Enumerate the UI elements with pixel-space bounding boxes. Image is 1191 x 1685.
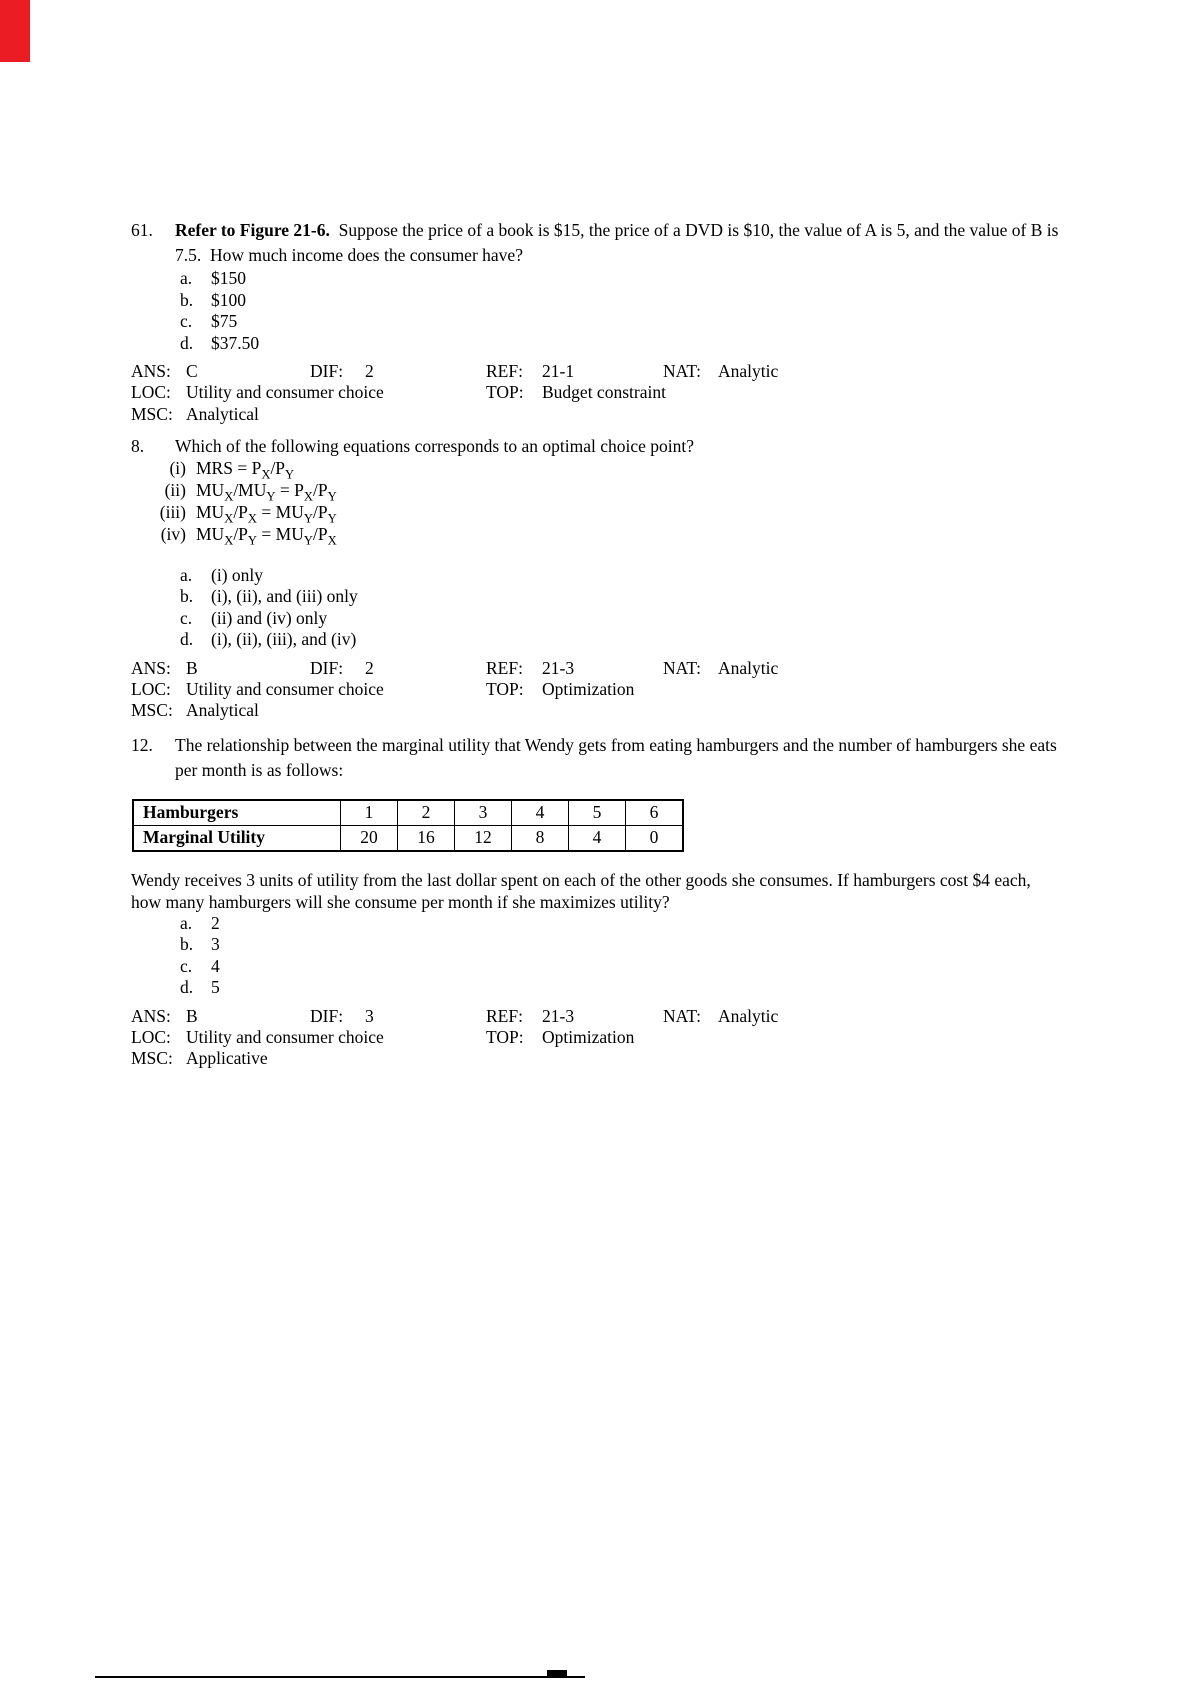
ans-value: C [186, 361, 198, 381]
value-cell: 1 [341, 800, 398, 826]
answer-meta-block [131, 1006, 1063, 1070]
top-value: Optimization [542, 1027, 635, 1048]
choice-letter: d. [180, 332, 194, 353]
value-cell: 16 [398, 825, 455, 851]
page-bottom-mark [547, 1670, 567, 1678]
nat-label: NAT: [663, 1005, 702, 1026]
choice-letter: c. [180, 955, 193, 976]
question-number: 61. [131, 220, 153, 240]
ans-label: ANS: [131, 361, 171, 381]
top-value: Optimization [542, 679, 635, 700]
choice-text: (i) only [211, 564, 264, 585]
choice-text: $75 [211, 311, 238, 331]
choice-text: 4 [211, 955, 220, 976]
ref-value: 21-3 [542, 657, 575, 678]
dif-value: 3 [365, 1005, 374, 1026]
answer-meta-line [131, 1006, 1063, 1027]
equation-item [131, 479, 1063, 504]
choice-letter: c. [180, 311, 193, 331]
blank-line [131, 545, 1063, 565]
question-8-stem [131, 436, 1063, 457]
table-row-hamburgers [133, 800, 683, 826]
answer-meta-line [131, 679, 1063, 700]
choice-list [131, 565, 1063, 651]
ref-label: REF: [486, 1005, 523, 1026]
choice-row [131, 586, 1063, 608]
choice-row [131, 290, 1063, 312]
choice-row [131, 977, 1063, 999]
choice-letter: d. [180, 629, 194, 650]
dif-label: DIF: [310, 1005, 344, 1026]
equation-item [131, 501, 1063, 526]
value-cell: 12 [455, 825, 512, 851]
loc-label: LOC: [131, 679, 171, 700]
nat-value: Analytic [718, 657, 779, 678]
msc-value: Analytical [186, 403, 259, 424]
value-cell: 8 [512, 825, 569, 851]
nat-value: Analytic [718, 361, 779, 381]
choice-text: $150 [211, 268, 246, 288]
top-label: TOP: [486, 679, 524, 700]
value-cell: 20 [341, 825, 398, 851]
nat-value: Analytic [718, 1005, 779, 1026]
ref-label: REF: [486, 657, 523, 678]
choice-letter: d. [180, 977, 194, 998]
choice-row [131, 629, 1063, 651]
ref-value: 21-3 [542, 1005, 575, 1026]
table-row-marginal-utility [133, 825, 683, 851]
answer-meta-line [131, 1048, 1063, 1069]
choice-text: 5 [211, 977, 220, 998]
msc-label: MSC: [131, 700, 173, 721]
msc-value: Analytical [186, 700, 259, 721]
ans-label: ANS: [131, 657, 171, 678]
choice-letter: a. [180, 564, 193, 585]
ref-value: 21-1 [542, 361, 575, 381]
row-header-cell: Marginal Utility [133, 825, 341, 851]
question-61 [131, 218, 1063, 425]
dif-label: DIF: [310, 361, 344, 381]
choice-row [131, 565, 1063, 587]
row-header-cell: Hamburgers [133, 800, 341, 826]
top-value: Budget constraint [542, 382, 666, 403]
choice-row [131, 311, 1063, 333]
equation: $MU_X/MU_Y = P_X/P_Y$ [196, 479, 337, 504]
choice-letter: b. [180, 586, 194, 607]
equation-list [131, 457, 1063, 548]
loc-value: Utility and consumer choice [186, 1027, 384, 1048]
value-cell: 4 [569, 825, 626, 851]
red-corner-marker [0, 0, 30, 62]
roman-numeral: (iv) [160, 523, 186, 544]
question-61-stem [131, 218, 1063, 268]
equation-item [131, 457, 1063, 482]
page-content [131, 218, 1063, 1070]
choice-letter: b. [180, 934, 194, 955]
choice-row [131, 268, 1063, 290]
choice-row [131, 333, 1063, 355]
choice-list [131, 913, 1063, 999]
nat-label: NAT: [663, 657, 702, 678]
question-number: 8. [131, 435, 145, 456]
choice-text: 3 [211, 934, 220, 955]
question-text: The relationship between the marginal utility that Wendy gets from eating hamburgers and the number of hamburgers she eats per month is as follows: [175, 734, 1062, 780]
dif-value: 2 [365, 361, 374, 381]
figure-reference: Refer to Figure 21-6. [175, 220, 330, 240]
ref-label: REF: [486, 361, 523, 381]
answer-meta-line [131, 382, 1063, 403]
choice-letter: b. [180, 289, 194, 310]
loc-value: Utility and consumer choice [186, 679, 384, 700]
roman-numeral: (iii) [159, 501, 186, 522]
question-number: 12. [131, 734, 153, 755]
msc-label: MSC: [131, 1048, 173, 1069]
answer-meta-line [131, 1027, 1063, 1048]
loc-value: Utility and consumer choice [186, 382, 384, 403]
question-8 [131, 436, 1063, 722]
loc-label: LOC: [131, 382, 171, 403]
answer-meta-line [131, 404, 1063, 425]
ans-label: ANS: [131, 1005, 171, 1026]
roman-numeral: (ii) [164, 479, 186, 500]
top-label: TOP: [486, 1027, 524, 1048]
value-cell: 0 [626, 825, 684, 851]
value-cell: 4 [512, 800, 569, 826]
equation: $MU_X/P_Y = MU_Y/P_X$ [196, 523, 337, 548]
choice-text: (i), (ii), and (iii) only [211, 586, 358, 607]
question-12-stem [131, 733, 1063, 783]
ans-value: B [186, 657, 198, 678]
choice-letter: a. [180, 268, 193, 288]
choice-list [131, 268, 1063, 354]
page-bottom-rule [95, 1676, 585, 1678]
loc-label: LOC: [131, 1027, 171, 1048]
msc-value: Applicative [186, 1048, 268, 1069]
answer-meta-block [131, 658, 1063, 722]
answer-meta-block [131, 361, 1063, 425]
msc-label: MSC: [131, 403, 173, 424]
nat-label: NAT: [663, 361, 702, 381]
question-12-continuation: Wendy receives 3 units of utility from the last dollar spent on each of the other goods she consumes. If hamburgers cost $4 each, how many hamburgers will she consume per month if she maximizes utility? [131, 869, 1036, 912]
dif-value: 2 [365, 657, 374, 678]
question-text: Which of the following equations corresponds to an optimal choice point? [175, 435, 695, 456]
choice-text: (ii) and (iv) only [211, 607, 328, 628]
roman-numeral: (i) [169, 457, 186, 478]
question-text: Suppose the price of a book is $15, the price of a DVD is $10, the value of A is 5, and the value of B is 7.5. How much income does the consumer have? [175, 220, 1063, 265]
choice-letter: c. [180, 607, 193, 628]
choice-text: $100 [211, 289, 246, 310]
choice-row [131, 608, 1063, 630]
answer-meta-line [131, 361, 1063, 382]
ans-value: B [186, 1005, 198, 1026]
equation-item [131, 523, 1063, 548]
marginal-utility-table [132, 799, 684, 852]
value-cell: 6 [626, 800, 684, 826]
choice-text: (i), (ii), (iii), and (iv) [211, 629, 357, 650]
value-cell: 3 [455, 800, 512, 826]
choice-letter: a. [180, 912, 193, 933]
choice-row [131, 956, 1063, 978]
answer-meta-line [131, 700, 1063, 721]
dif-label: DIF: [310, 657, 344, 678]
value-cell: 5 [569, 800, 626, 826]
answer-meta-line [131, 658, 1063, 679]
choice-row [131, 913, 1063, 935]
equation: MRS = $P_X/P_Y$ [196, 457, 295, 482]
value-cell: 2 [398, 800, 455, 826]
question-12 [131, 733, 1063, 1070]
choice-row [131, 934, 1063, 956]
choice-text: 2 [211, 912, 220, 933]
equation: $MU_X/P_X = MU_Y/P_Y$ [196, 501, 337, 526]
top-label: TOP: [486, 382, 524, 403]
choice-text: $37.50 [211, 332, 260, 353]
